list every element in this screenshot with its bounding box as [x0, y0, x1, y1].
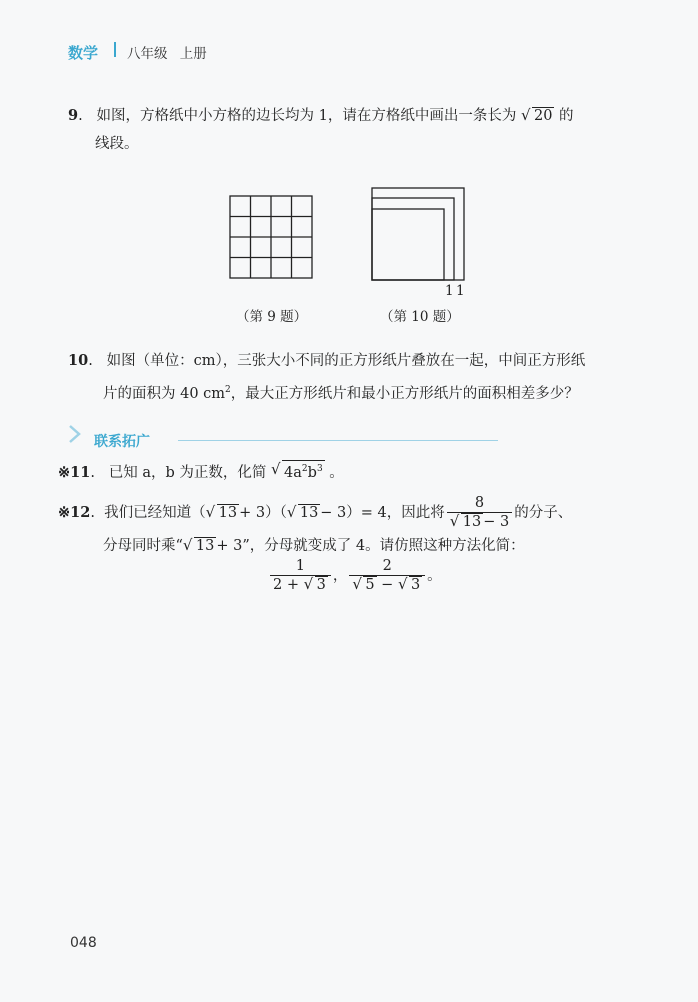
- page-number: 048: [70, 935, 97, 951]
- sqrt-13: √ 13: [182, 536, 215, 554]
- question-number: ※11: [58, 463, 91, 481]
- question-12-line2: 分母同时乘“ √ 13 + 3”，分母就变成了 4。请仿照这种方法化简：: [103, 536, 525, 554]
- question-number: ※12: [58, 503, 91, 521]
- question-number: 10: [68, 352, 89, 369]
- question-12: ※12 . 我们已经知道（ √ 13 + 3）（ √ 13 − 3）= 4，因此将 8 √ 13 − 3 的分子、: [58, 495, 573, 530]
- fraction-exercise-2: 2 √ 5 − √ 3: [349, 557, 425, 594]
- question-text-end: 的: [559, 108, 574, 124]
- question-9-line2: 线段。: [95, 136, 139, 152]
- caption-figure-10: （第 10 题）: [380, 309, 460, 325]
- question-12-exercises: 1 2 + √ 3 ， 2 √ 5 − √ 3 。: [268, 557, 442, 594]
- sqrt-13: √ 13: [205, 502, 238, 521]
- question-11: ※11. 已知 a，b 为正数，化简 √ $4a^2b^3$ 。: [58, 460, 344, 481]
- question-10: 10. 如图（单位：cm），三张大小不同的正方形纸片叠放在一起，中间正方形纸: [68, 352, 586, 369]
- subject-title: 数学: [68, 44, 99, 62]
- grade-text: 八年级: [127, 46, 168, 62]
- label-1b: 1: [456, 283, 465, 299]
- sqrt-20: √ 20: [520, 106, 553, 124]
- question-10-line2: 片的面积为 40 $cm^2$，最大正方形纸片和最小正方形纸片的面积相差多少？: [103, 385, 579, 402]
- sqrt-expression: √ $4a^2b^3$: [271, 460, 323, 481]
- question-text: 如图（单位：cm），三张大小不同的正方形纸片叠放在一起，中间正方形纸: [106, 353, 586, 369]
- label-1a: 1: [445, 283, 454, 299]
- question-text: 如图，方格纸中小方格的边长均为 1，请在方格纸中画出一条长为: [96, 108, 517, 124]
- question-9: 9. 如图，方格纸中小方格的边长均为 1，请在方格纸中画出一条长为 √ 20 的: [68, 106, 574, 124]
- question-text: 我们已经知道（: [104, 504, 206, 521]
- fraction-exercise-1: 1 2 + √ 3: [270, 557, 331, 594]
- volume-text: 上册: [179, 46, 207, 62]
- fraction-8: 8 √ 13 − 3: [447, 494, 512, 531]
- sqrt-13: √ 13: [286, 502, 319, 521]
- question-text: 已知 a，b 为正数，化简: [108, 464, 267, 481]
- section-title: 联系拓广: [94, 434, 150, 450]
- caption-figure-9: （第 9 题）: [236, 309, 308, 325]
- section-divider: [178, 440, 498, 441]
- question-number: 9: [68, 107, 79, 124]
